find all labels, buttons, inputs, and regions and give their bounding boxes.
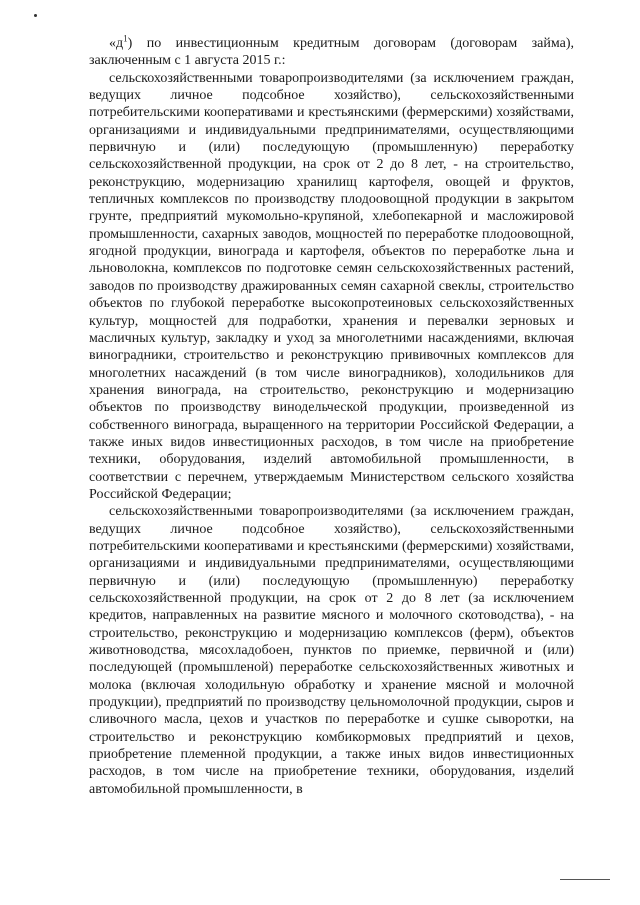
scan-artifact-dot: [34, 14, 37, 17]
paragraph-2: сельскохозяйственными товаропроизводителями (за исключением граждан, ведущих личное подсобное хозяйство), сельскохозяйственными потребительскими кооперативами и крестьянскими (фермерскими) хозяйствами, организациями и индивидуальными предпринимателями, осуществляющими первичную и (или) последующую (промышленную) переработку сельскохозяйственной продукции, на срок от 2 до 8 лет (за исключением кредитов, направленных на развитие мясного и молочного скотоводства), - на строительство, реконструкцию и модернизацию комплексов (ферм), объектов животноводства, мясохладобоен, пунктов по приемке, первичной и (или) последующей (промышленой) переработке сельскохозяйственных животных и молока (включая холодильную обработку и хранение мясной и молочной продукции), предприятий по производству цельномолочной продукции, сыров и сливочного масла, цехов и участков по переработке и сушке сыворотки, на строительство и реконструкцию комбикормовых предприятий и цехов, приобретение племенной продукции, а также иных видов инвестиционных расходов, в том числе на приобретение техники, оборудования, изделий автомобильной промышленности, в: [89, 504, 574, 797]
subparagraph-label: «$д^1$): [109, 33, 133, 51]
document-body: [89, 35, 574, 798]
intro-paragraph: [89, 35, 574, 70]
footnote-rule: [560, 879, 610, 880]
paragraph-1: сельскохозяйственными товаропроизводителями (за исключением граждан, ведущих личное подсобное хозяйство), сельскохозяйственными потребительскими кооперативами и крестьянскими (фермерскими) хозяйствами, организациями и индивидуальными предпринимателями, осуществляющими первичную и (или) последующую (промышленную) переработку сельскохозяйственной продукции, на срок от 2 до 8 лет, - на строительство, реконструкцию, модернизацию хранилищ картофеля, овощей и фруктов, тепличных комплексов по производству плодоовощной продукции в закрытом грунте, предприятий мукомольно-крупяной, хлебопекарной и масложировой промышленности, сахарных заводов, мощностей по переработке плодоовощной, ягодной продукции, винограда и картофеля, объектов по переработке льна и льноволокна, комплексов по подготовке семян сельскохозяйственных растений, заводов по производству дражированных семян сахарной свеклы, строительство объектов по глубокой переработке высокопротеиновых сельскохозяйственных культур, мощностей для подработки, хранения и перевалки зерновых и масличных культур, закладку и уход за многолетними насаждениями, включая виноградники, строительство и реконструкцию прививочных комплексов для многолетних насаждений (в том числе виноградников), холодильников для хранения винограда, на строительство, реконструкцию и модернизацию объектов по производству винодельческой продукции, произведенной из собственного винограда, выращенного на территории Российской Федерации, а также иных видов инвестиционных расходов, в том числе на приобретение техники, оборудования, изделий автомобильной промышленности, в соответствии с перечнем, утверждаемым Министерством сельского хозяйства Российской Федерации;: [89, 70, 574, 502]
intro-text: по инвестиционным кредитным договорам (договорам займа), заключенным с 1 августа 2015 г.:: [89, 36, 574, 69]
subparagraph-superscript: 1: [123, 33, 128, 44]
